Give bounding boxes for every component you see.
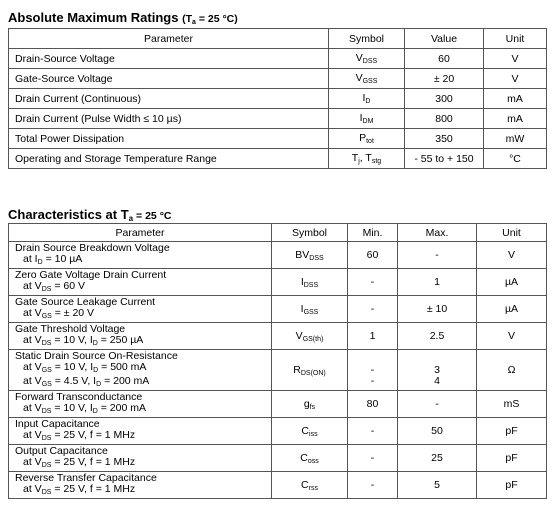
value-cell: 800 (405, 109, 484, 129)
unit-cell: mA (484, 89, 547, 109)
min-cell: - (348, 269, 398, 296)
abs-max-table (8, 28, 547, 169)
symbol-cell: $BV_{DSS}$ (272, 242, 348, 269)
symbol-cell: $V_{GS(th)}$ (272, 323, 348, 350)
param-cell: Gate Threshold Voltage at $V_{DS} = 10$ V, $I_D = 250$ µA (9, 323, 272, 350)
value-cell: ± 20 (405, 69, 484, 89)
unit-cell: mA (484, 109, 547, 129)
unit-cell: Ω (477, 350, 547, 391)
table-row (9, 89, 547, 109)
param-cell: Static Drain Source On-Resistance at $V_{GS} = 10$ V, $I_D = 500$ mA at $V_{GS} = 4.5$ V, $I_D = 200$ mA (9, 350, 272, 391)
min-cell: - (348, 472, 398, 499)
max-cell: 5 (398, 472, 477, 499)
table-row (9, 129, 547, 149)
max-cell: 3 4 (398, 350, 477, 391)
param-cell: Input Capacitance at $V_{DS} = 25$ V, f = 1 MHz (9, 418, 272, 445)
symbol-cell: $C_{oss}$ (272, 445, 348, 472)
min-cell: - - (348, 350, 398, 391)
value-cell: 60 (405, 49, 484, 69)
min-cell: 80 (348, 391, 398, 418)
table-row (9, 418, 547, 445)
symbol-cell: $I_{DSS}$ (272, 269, 348, 296)
char-title-cond: = 25 °C (133, 210, 172, 222)
abs-header-unit: Unit (484, 29, 547, 49)
abs-header-row (9, 29, 547, 49)
unit-cell: pF (477, 418, 547, 445)
value-cell: 350 (405, 129, 484, 149)
value-cell: 300 (405, 89, 484, 109)
char-title-text: Characteristics at T (8, 207, 129, 222)
characteristics-title (8, 207, 171, 223)
unit-cell: pF (477, 472, 547, 499)
table-row (9, 350, 547, 391)
char-header-unit: Unit (477, 224, 547, 242)
unit-cell: V (477, 242, 547, 269)
max-cell: 50 (398, 418, 477, 445)
min-cell: - (348, 418, 398, 445)
max-cell: ± 10 (398, 296, 477, 323)
abs-header-symbol: Symbol (329, 29, 405, 49)
char-header-max: Max. (398, 224, 477, 242)
param-cell: Drain Source Breakdown Voltage at $I_D = 10$ µA (9, 242, 272, 269)
symbol-cell: $V_{DSS}$ (329, 49, 405, 69)
symbol-cell: $I_{GSS}$ (272, 296, 348, 323)
char-header-symbol: Symbol (272, 224, 348, 242)
table-row (9, 269, 547, 296)
abs-header-parameter: Parameter (9, 29, 329, 49)
symbol-cell: $R_{DS(ON)}$ (272, 350, 348, 391)
unit-cell: µA (477, 296, 547, 323)
abs-cond-pre: (T (182, 13, 193, 25)
param-cell: Zero Gate Voltage Drain Current at $V_{DS} = 60$ V (9, 269, 272, 296)
symbol-cell: $g_{fs}$ (272, 391, 348, 418)
param-cell: Reverse Transfer Capacitance at $V_{DS} = 25$ V, f = 1 MHz (9, 472, 272, 499)
abs-header-value: Value (405, 29, 484, 49)
max-cell: 1 (398, 269, 477, 296)
table-row (9, 472, 547, 499)
symbol-cell: $P_{tot}$ (329, 129, 405, 149)
symbol-cell: $T_j$, $T_{stg}$ (329, 149, 405, 169)
param-cell: Forward Transconductance at $V_{DS} = 10$ V, $I_D = 200$ mA (9, 391, 272, 418)
param-cell: Drain-Source Voltage (9, 49, 329, 69)
char-header-parameter: Parameter (9, 224, 272, 242)
symbol-cell: $I_{DM}$ (329, 109, 405, 129)
max-cell: - (398, 391, 477, 418)
unit-cell: mW (484, 129, 547, 149)
abs-cond-post: = 25 °C) (195, 13, 238, 25)
param-cell: Operating and Storage Temperature Range (9, 149, 329, 169)
param-cell: Output Capacitance at $V_{DS} = 25$ V, f = 1 MHz (9, 445, 272, 472)
param-cell: Total Power Dissipation (9, 129, 329, 149)
table-row (9, 242, 547, 269)
max-cell: - (398, 242, 477, 269)
min-cell: - (348, 445, 398, 472)
table-row (9, 109, 547, 129)
abs-cond-sub: a (192, 19, 196, 26)
unit-cell: V (484, 49, 547, 69)
char-header-row (9, 224, 547, 242)
param-cell: Drain Current (Pulse Width ≤ 10 µs) (9, 109, 329, 129)
unit-cell: pF (477, 445, 547, 472)
unit-cell: V (477, 323, 547, 350)
abs-max-condition (182, 13, 238, 25)
char-title-sub: a (128, 214, 134, 223)
value-cell: - 55 to + 150 (405, 149, 484, 169)
table-row (9, 445, 547, 472)
table-row (9, 149, 547, 169)
max-cell: 2.5 (398, 323, 477, 350)
unit-cell: V (484, 69, 547, 89)
table-row (9, 323, 547, 350)
min-cell: 1 (348, 323, 398, 350)
param-cell: Gate Source Leakage Current at $V_{GS}$ = ± 20 V (9, 296, 272, 323)
abs-max-title-text: Absolute Maximum Ratings (8, 10, 179, 25)
table-row (9, 69, 547, 89)
table-row (9, 391, 547, 418)
param-cell: Gate-Source Voltage (9, 69, 329, 89)
table-row (9, 49, 547, 69)
unit-cell: °C (484, 149, 547, 169)
param-cell: Drain Current (Continuous) (9, 89, 329, 109)
symbol-cell: $I_D$ (329, 89, 405, 109)
min-cell: - (348, 296, 398, 323)
table-row (9, 296, 547, 323)
char-header-min: Min. (348, 224, 398, 242)
symbol-cell: $C_{rss}$ (272, 472, 348, 499)
unit-cell: µA (477, 269, 547, 296)
characteristics-table (8, 223, 547, 499)
max-cell: 25 (398, 445, 477, 472)
symbol-cell: $V_{GSS}$ (329, 69, 405, 89)
symbol-cell: $C_{iss}$ (272, 418, 348, 445)
min-cell: 60 (348, 242, 398, 269)
abs-max-title (8, 10, 238, 26)
unit-cell: mS (477, 391, 547, 418)
